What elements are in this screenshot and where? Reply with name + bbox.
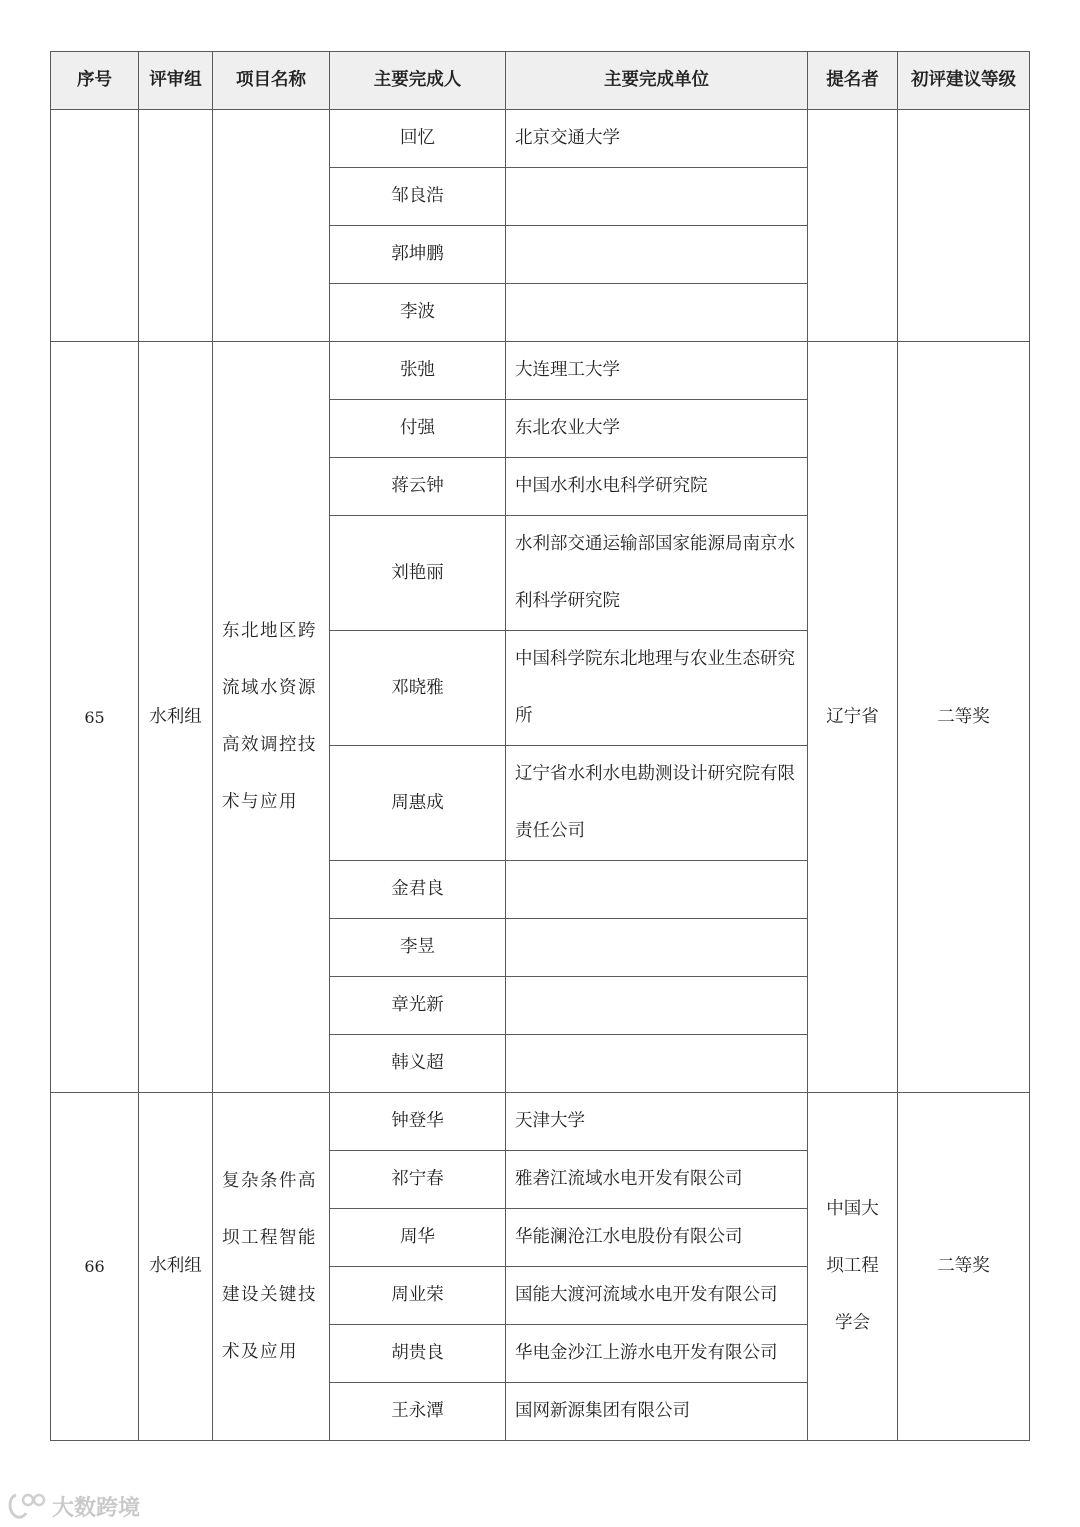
person-cell: 周华 bbox=[330, 1209, 506, 1267]
person-cell: 金君良 bbox=[330, 861, 506, 919]
col-header-project: 项目名称 bbox=[213, 52, 330, 110]
seq-cell: 65 bbox=[51, 342, 139, 1093]
col-header-seq: 序号 bbox=[51, 52, 139, 110]
nominator-text: 中国大坝工程学会 bbox=[826, 1199, 879, 1333]
person-cell: 周惠成 bbox=[330, 746, 506, 861]
team-cell: 水利组 bbox=[139, 1093, 213, 1441]
person-cell: 胡贵良 bbox=[330, 1325, 506, 1383]
unit-cell bbox=[506, 861, 808, 919]
unit-cell bbox=[506, 168, 808, 226]
unit-cell bbox=[506, 977, 808, 1035]
unit-cell bbox=[506, 746, 808, 861]
table-row bbox=[51, 110, 1030, 168]
project-cell bbox=[213, 110, 330, 342]
col-header-team: 评审组 bbox=[139, 52, 213, 110]
unit-cell bbox=[506, 631, 808, 746]
watermark-text: 大数跨境 bbox=[52, 1495, 141, 1521]
person-cell: 刘艳丽 bbox=[330, 516, 506, 631]
header-row bbox=[51, 52, 1030, 110]
award-table bbox=[50, 51, 1030, 1441]
col-header-level: 初评建议等级 bbox=[898, 52, 1030, 110]
col-header-unit: 主要完成单位 bbox=[506, 52, 808, 110]
unit-cell: 北京交通大学 bbox=[506, 110, 808, 168]
person-cell: 邹良浩 bbox=[330, 168, 506, 226]
project-cell bbox=[213, 342, 330, 1093]
unit-cell: 大连理工大学 bbox=[506, 342, 808, 400]
nominator-cell bbox=[808, 110, 898, 342]
unit-cell: 国网新源集团有限公司 bbox=[506, 1383, 808, 1441]
person-cell: 蒋云钟 bbox=[330, 458, 506, 516]
level-cell: 二等奖 bbox=[898, 342, 1030, 1093]
col-header-nominator: 提名者 bbox=[808, 52, 898, 110]
unit-cell bbox=[506, 1035, 808, 1093]
table-row bbox=[51, 342, 1030, 400]
project-name: 东北地区跨流域水资源高效调控技术与应用 bbox=[222, 621, 317, 812]
unit-cell bbox=[506, 284, 808, 342]
unit-cell bbox=[506, 516, 808, 631]
person-cell: 郭坤鹏 bbox=[330, 226, 506, 284]
nominator-cell: 辽宁省 bbox=[808, 342, 898, 1093]
unit-cell bbox=[506, 919, 808, 977]
person-cell: 韩义超 bbox=[330, 1035, 506, 1093]
team-cell bbox=[139, 110, 213, 342]
level-cell bbox=[898, 110, 1030, 342]
person-cell: 回忆 bbox=[330, 110, 506, 168]
table-row bbox=[51, 1093, 1030, 1151]
seq-cell: 66 bbox=[51, 1093, 139, 1441]
nominator-cell bbox=[808, 1093, 898, 1441]
unit-cell bbox=[506, 226, 808, 284]
unit-cell: 华电金沙江上游水电开发有限公司 bbox=[506, 1325, 808, 1383]
person-cell: 周业荣 bbox=[330, 1267, 506, 1325]
unit-cell: 华能澜沧江水电股份有限公司 bbox=[506, 1209, 808, 1267]
unit-cell: 中国水利水电科学研究院 bbox=[506, 458, 808, 516]
watermark bbox=[6, 1489, 140, 1523]
unit-cell: 雅砻江流域水电开发有限公司 bbox=[506, 1151, 808, 1209]
person-cell: 张弛 bbox=[330, 342, 506, 400]
person-cell: 邓晓雅 bbox=[330, 631, 506, 746]
person-cell: 李昱 bbox=[330, 919, 506, 977]
person-cell: 章光新 bbox=[330, 977, 506, 1035]
unit-cell: 国能大渡河流域水电开发有限公司 bbox=[506, 1267, 808, 1325]
person-cell: 钟登华 bbox=[330, 1093, 506, 1151]
person-cell: 李波 bbox=[330, 284, 506, 342]
person-cell: 祁宁春 bbox=[330, 1151, 506, 1209]
unit-cell: 东北农业大学 bbox=[506, 400, 808, 458]
unit-text: 中国科学院东北地理与农业生态研究所 bbox=[515, 649, 795, 726]
person-cell: 付强 bbox=[330, 400, 506, 458]
unit-text: 水利部交通运输部国家能源局南京水利科学研究院 bbox=[515, 534, 795, 611]
team-cell: 水利组 bbox=[139, 342, 213, 1093]
level-cell: 二等奖 bbox=[898, 1093, 1030, 1441]
project-cell bbox=[213, 1093, 330, 1441]
person-cell: 王永潭 bbox=[330, 1383, 506, 1441]
project-name: 复杂条件高坝工程智能建设关键技术及应用 bbox=[222, 1170, 317, 1362]
watermark-logo-icon bbox=[6, 1491, 46, 1521]
unit-cell: 天津大学 bbox=[506, 1093, 808, 1151]
col-header-person: 主要完成人 bbox=[330, 52, 506, 110]
unit-text: 辽宁省水利水电勘测设计研究院有限责任公司 bbox=[515, 764, 795, 841]
seq-cell bbox=[51, 110, 139, 342]
